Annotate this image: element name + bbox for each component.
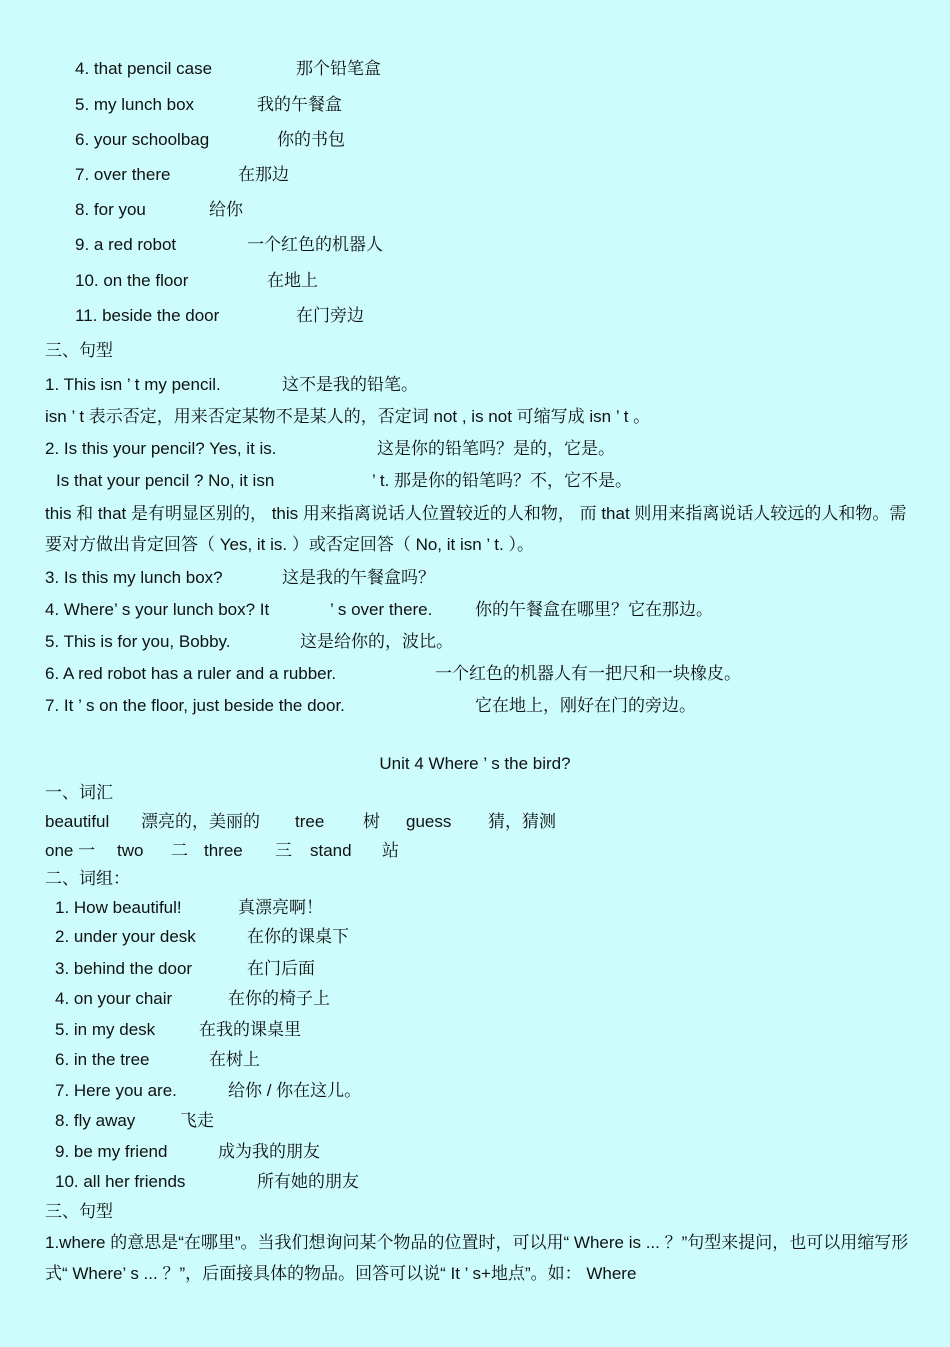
phrase-english: 10. all her friends: [55, 1172, 186, 1191]
phrase-chinese: 给你: [209, 200, 243, 219]
phrase-english: 11. beside the door: [75, 306, 220, 325]
section-heading: 三、句型: [45, 1202, 113, 1221]
grammar-note: this 和 that 是有明显区别的， this 用来指离说话人位置较近的人和物， 而 that 则用来指离说话人较远的人和物。需要对方做出肯定回答（ Yes, it is. ）或否定回答（ No, it isn ’ t. ）。: [45, 504, 907, 554]
sentence-chinese: 这是我的午餐盒吗？: [282, 568, 435, 587]
phrase-english: 6. in the tree: [55, 1050, 150, 1069]
grammar-note: 1.where 的意思是“在哪里”。当我们想询问某个物品的位置时，可以用“ Where is ... ？”句型来提问，也可以用缩写形式“ Where’ s ... ？”，后面接具体的物品。回答可以说“ It ’ s+地点”。如： Where: [45, 1233, 909, 1283]
vocab-word: guess: [406, 812, 452, 831]
phrase-chinese: 在我的课桌里: [199, 1020, 301, 1039]
sentence-english: 7. It ’ s on the floor, just beside the door.: [45, 696, 345, 715]
sentence-chinese: ’ t. 那是你的铅笔吗？不，它不是。: [372, 471, 633, 490]
vocab-meaning: 树: [363, 812, 380, 831]
vocab-word: three: [204, 841, 243, 860]
phrase-chinese: 你的书包: [277, 130, 345, 149]
phrase-english: 5. my lunch box: [75, 95, 195, 114]
phrase-english: 8. for you: [75, 200, 146, 219]
phrase-chinese: 成为我的朋友: [218, 1142, 320, 1161]
section-heading: 一、词汇: [45, 783, 113, 802]
phrase-english: 9. a red robot: [75, 235, 177, 254]
sentence-english: 5. This is for you, Bobby.: [45, 632, 231, 651]
sentence-chinese: 这是给你的，波比。: [300, 632, 453, 651]
sentence-english-continued: ’ s over there.: [330, 600, 433, 619]
sentence-english: Is that your pencil ? No, it isn: [56, 471, 275, 490]
phrase-chinese: 那个铅笔盒: [296, 59, 381, 78]
sentence-chinese: 这是你的铅笔吗？是的，它是。: [377, 439, 615, 458]
phrase-english: 8. fly away: [55, 1111, 136, 1130]
phrase-english: 5. in my desk: [55, 1020, 156, 1039]
phrase-chinese: 在你的椅子上: [228, 989, 330, 1008]
sentence-english: 2. Is this your pencil? Yes, it is.: [45, 439, 277, 458]
grammar-note: isn ’ t 表示否定，用来否定某物不是某人的，否定词 not , is not 可缩写成 isn ’ t 。: [45, 407, 651, 426]
phrase-chinese: 给你 / 你在这儿。: [228, 1081, 362, 1100]
phrase-chinese: 我的午餐盒: [257, 95, 342, 114]
phrase-english: 6. your schoolbag: [75, 130, 210, 149]
sentence-english: 1. This isn ’ t my pencil.: [45, 375, 221, 394]
phrase-english: 4. that pencil case: [75, 59, 213, 78]
section-heading: 二、词组：: [45, 869, 130, 888]
sentence-chinese: 它在地上，刚好在门的旁边。: [475, 696, 696, 715]
phrase-english: 9. be my friend: [55, 1142, 168, 1161]
phrase-chinese: 所有她的朋友: [257, 1172, 359, 1191]
vocab-word: stand: [310, 841, 352, 860]
phrase-english: 4. on your chair: [55, 989, 173, 1008]
sentence-english: 3. Is this my lunch box?: [45, 568, 223, 587]
phrase-english: 7. Here you are.: [55, 1081, 177, 1100]
vocab-meaning: 猜，猜测: [488, 812, 556, 831]
phrase-chinese: 在那边: [238, 165, 289, 184]
sentence-english: 4. Where’ s your lunch box? It: [45, 600, 270, 619]
phrase-english: 7. over there: [75, 165, 171, 184]
phrase-chinese: 一个红色的机器人: [247, 235, 383, 254]
phrase-english: 1. How beautiful!: [55, 898, 182, 917]
phrase-english: 2. under your desk: [55, 927, 196, 946]
sentence-chinese: 你的午餐盒在哪里？它在那边。: [475, 600, 713, 619]
vocab-word: tree: [295, 812, 325, 831]
phrase-chinese: 在树上: [209, 1050, 260, 1069]
sentence-chinese: 一个红色的机器人有一把尺和一块橡皮。: [435, 664, 741, 683]
sentence-chinese: 这不是我的铅笔。: [282, 375, 418, 394]
phrase-chinese: 在你的课桌下: [247, 927, 349, 946]
phrase-english: 10. on the floor: [75, 271, 189, 290]
vocab-meaning: 站: [382, 841, 399, 860]
phrase-chinese: 在地上: [267, 271, 318, 290]
vocab-meaning: 三: [275, 841, 292, 860]
vocab-meaning: 二: [171, 841, 188, 860]
vocab-meaning: 漂亮的，美丽的: [141, 812, 260, 831]
vocab-word: one 一: [45, 841, 96, 860]
phrase-english: 3. behind the door: [55, 959, 193, 978]
phrase-chinese: 飞走: [180, 1111, 214, 1130]
phrase-chinese: 在门后面: [247, 959, 315, 978]
section-heading: 三、句型: [45, 341, 113, 360]
vocab-word: two: [117, 841, 144, 860]
phrase-chinese: 真漂亮啊！: [238, 898, 323, 917]
vocab-word: beautiful: [45, 812, 110, 831]
sentence-english: 6. A red robot has a ruler and a rubber.: [45, 664, 337, 683]
unit-title: Unit 4 Where ’ s the bird?: [379, 754, 571, 773]
phrase-chinese: 在门旁边: [296, 306, 364, 325]
